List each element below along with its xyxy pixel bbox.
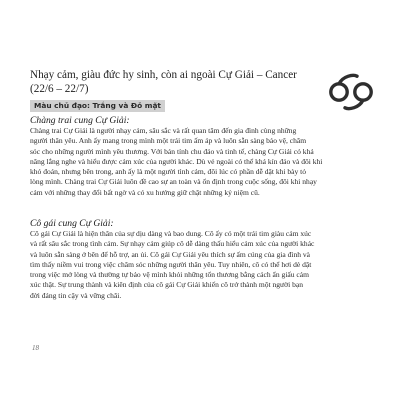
female-section-heading: Cô gái cung Cự Giải: <box>30 218 114 229</box>
text-line: năng lắng nghe và hiểu được cảm xúc của người khác. Dù vẻ ngoài có thể khá kín đáo và đôi khi <box>30 156 323 166</box>
text-line: xúc thật. Sự trung thành và kiên định của cô gái Cự Giải khiến cô trở thành một người bạn <box>30 280 304 290</box>
text-line: Chàng trai Cự Giải là người nhạy cảm, sâu sắc và rất quan tâm đến gia đình cùng những <box>30 126 297 135</box>
male-section-paragraph <box>30 126 374 198</box>
text-line: và luôn sẵn sàng ở bên để hỗ trợ, an ủi. Cô gái Cự Giải yêu thích sự ấm cúng của gia đình và <box>30 249 311 259</box>
main-color-badge: Màu chủ đạo: Trắng và Đỏ mặt <box>30 100 165 112</box>
page-title-line-2: (22/6 – 22/7) <box>30 82 89 95</box>
cancer-symbol-icon <box>326 70 378 114</box>
text-line: tìm thấy niềm vui trong việc chăm sóc những người thân yêu. Tuy nhiên, cô có thể hơi dè dặt <box>30 259 312 269</box>
text-line: lòng mình. Chàng trai Cự Giải luôn đề cao sự an toàn và ổn định trong cuộc sống, đôi khi nhạy <box>30 177 317 187</box>
text-line: đời đáng tin cậy và vững chãi. <box>30 290 122 300</box>
page-title-line-1: Nhạy cảm, giàu đức hy sinh, còn ai ngoài Cự Giải – Cancer <box>30 69 297 81</box>
page-title <box>30 69 320 96</box>
text-line: người thân yêu. Anh ấy mang trong mình một trái tim ấm áp và luôn sẵn sàng bảo vệ, chăm <box>30 136 307 146</box>
text-line: và rất sâu sắc trong tình cảm. Sự nhạy cảm giúp cô dễ dàng thấu hiểu cảm xúc của người khác <box>30 239 315 249</box>
text-line: cảm với những thay đổi bất ngờ và có xu hướng giữ chặt những kỷ niệm cũ. <box>30 187 260 197</box>
male-section-heading: Chàng trai cung Cự Giải: <box>30 115 130 126</box>
text-line: khó đoán, nhưng bên trong, anh ấy là một người tình cảm, đôi lúc có phần dễ dật khi bày tỏ <box>30 167 307 177</box>
page-number: 18 <box>32 344 39 352</box>
female-section-paragraph <box>30 229 374 301</box>
text-line: trong việc mở lòng và thường tự bảo vệ mình khỏi những tổn thương bằng cách ẩn giấu cảm <box>30 270 310 280</box>
text-line: sóc cho những người mình yêu thương. Với bản tính chu đáo và tinh tế, chàng Cự Giải có khả <box>30 146 314 156</box>
text-line: Cô gái Cự Giải là hiện thân của sự dịu dàng và bao dung. Cô ấy có một trái tim giàu cảm xúc <box>30 229 312 238</box>
